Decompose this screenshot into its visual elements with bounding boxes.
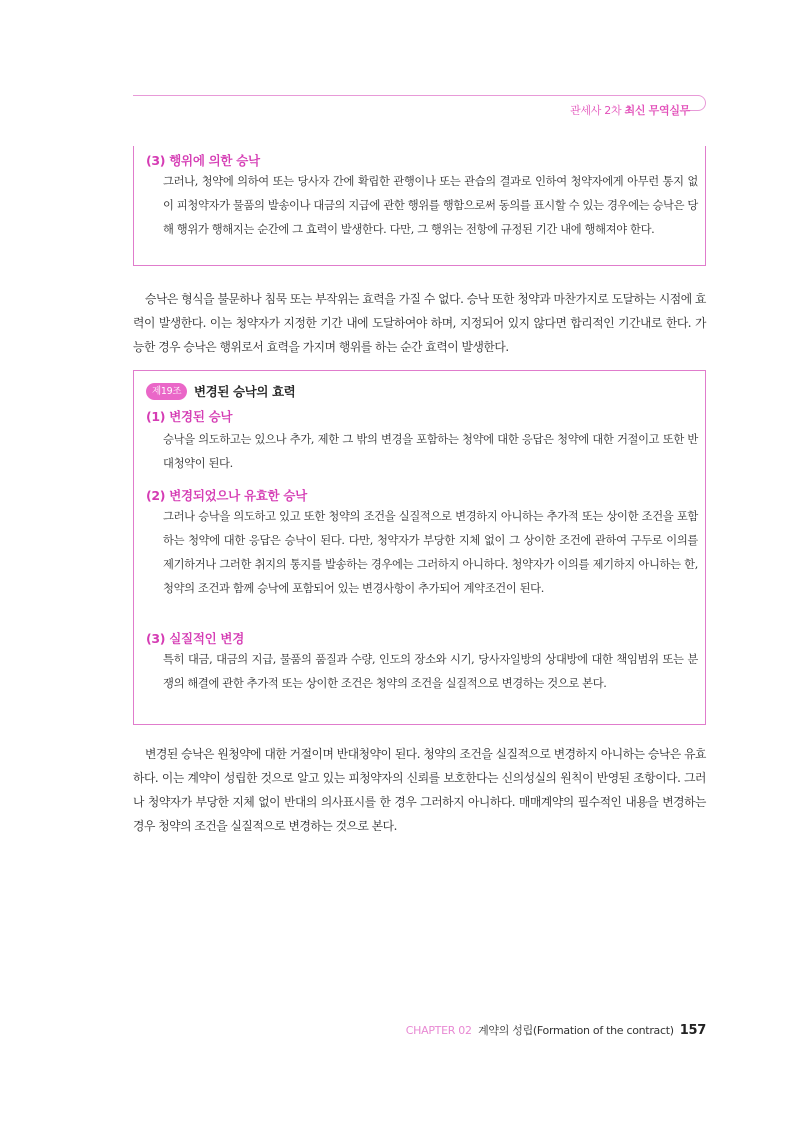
section-title-1: (1) 변경된 승낙 xyxy=(146,409,233,424)
footer-chapter: CHAPTER 02 xyxy=(405,1024,472,1037)
header-book-title: 최신 무역실무 xyxy=(624,104,690,117)
page-number: 157 xyxy=(679,1023,706,1038)
section-body-3: 특히 대금, 대금의 지급, 물품의 품질과 수량, 인도의 장소와 시기, 당사자일방의 상대방에 대한 책임범위 또는 분쟁의 해결에 관한 추가적 또는 상이한 조건은 청약의 조건을 실질적으로 변경하는 것으로 본다. xyxy=(163,653,698,690)
section-body-2: 그러나 승낙을 의도하고 있고 또한 청약의 조건을 실질적으로 변경하지 아니하는 추가적 또는 상이한 조건을 포함하는 청약에 대한 응답은 승낙이 된다. 다만, 청약자가 부당한 지체 없이 그 상이한 조건에 관하여 구두로 이의를 제기하거나 그러한 취지의 통지를 발송하는 경우에는 그러하지 아니하다. 청약자가 이의를 제기하지 아니하는 한, 청약의 조건과 함께 승낙에 포함되어 있는 변경사항이 추가되어 계약조건이 된다. xyxy=(163,510,698,595)
header-rule xyxy=(133,95,699,96)
box1-section-body: 그러나, 청약에 의하여 또는 당사자 간에 확립한 관행이나 또는 관습의 결과로 인하여 청약자에게 아무런 통지 없이 피청약자가 물품의 발송이나 대금의 지급에 관한 행위를 행함으로써 동의를 표시할 수 있는 경우에는 승낙은 당해 행위가 행해지는 순간에 그 효력이 발생한다. 다만, 그 행위는 전항에 규정된 기간 내에 행해져야 한다. xyxy=(163,175,698,236)
box1-section-title: (3) 행위에 의한 승낙 xyxy=(146,153,260,168)
section-body-1: 승낙을 의도하고는 있으나 추가, 제한 그 밖의 변경을 포함하는 청약에 대한 응답은 청약에 대한 거절이고 또한 반대청약이 된다. xyxy=(163,433,698,470)
body-paragraph-2: 변경된 승낙은 원청약에 대한 거절이며 반대청약이 된다. 청약의 조건을 실질적으로 변경하지 아니하는 승낙은 유효하다. 이는 계약이 성립한 것으로 알고 있는 피청약자의 신뢰를 보호한다는 신의성실의 원칙이 반영된 조항이다. 그러나 청약자가 부당한 지체 없이 반대의 의사표시를 한 경우 그러하지 아니하다. 매매계약의 필수적인 내용을 변경하는 경우 청약의 조건을 실질적으로 변경하는 것으로 본다. xyxy=(133,747,706,833)
section-title-3: (3) 실질적인 변경 xyxy=(146,631,244,646)
section-title-2: (2) 변경되었으나 유효한 승낙 xyxy=(146,488,307,503)
article-number-badge: 제19조 xyxy=(146,383,187,400)
footer-chapter-title: 계약의 성립(Formation of the contract) xyxy=(478,1024,674,1037)
article-title: 변경된 승낙의 효력 xyxy=(194,384,296,399)
header-prefix: 관세사 2차 xyxy=(570,104,622,117)
body-paragraph-1: 승낙은 형식을 불문하나 침묵 또는 부작위는 효력을 가질 수 없다. 승낙 또한 청약과 마찬가지로 도달하는 시점에 효력이 발생한다. 이는 청약자가 지정한 기간 내에 도달하여야 하며, 지정되어 있지 않다면 합리적인 기간내로 한다. 가능한 경우 승낙은 행위로서 효력을 가지며 행위를 하는 순간 효력이 발생한다. xyxy=(133,292,706,354)
page-footer xyxy=(406,1022,706,1038)
running-header xyxy=(570,102,690,118)
